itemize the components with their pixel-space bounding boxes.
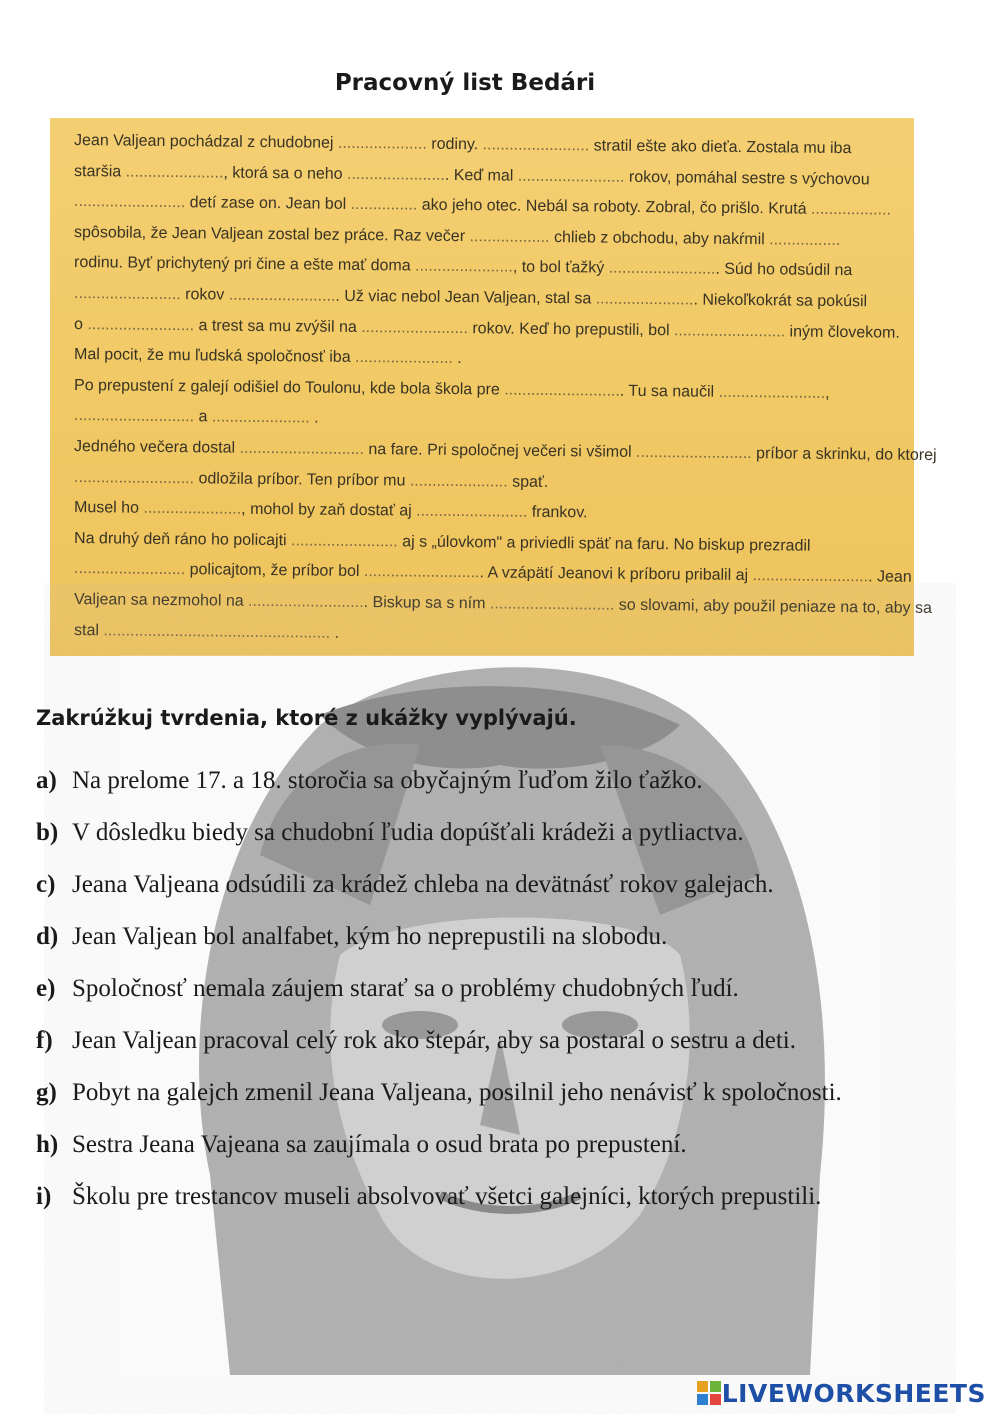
statement-letter: d) — [36, 923, 59, 950]
statement-text: Spoločnosť nemala záujem starať sa o problémy chudobných ľudí. — [72, 975, 739, 1002]
blank-field: ........................ — [608, 259, 716, 279]
passage-text: . Už viac nebol Jean Valjean, stal sa — [335, 287, 596, 308]
passage-text: rodinu. Byť prichytený pri čine a ešte mať doma — [73, 254, 416, 275]
passage-text: Jedného večera dostal — [73, 437, 240, 457]
blank-field: .......................... — [504, 381, 620, 400]
statement-item[interactable] — [36, 963, 966, 1015]
blank-field: ........................ — [718, 383, 826, 402]
passage-text: frankov. — [527, 503, 588, 522]
passage-text: detí zase on. Jean bol — [185, 194, 351, 214]
liveworksheets-logo-icon — [696, 1380, 722, 1406]
blank-field: ...................... — [354, 349, 453, 368]
statement-item[interactable] — [36, 1067, 966, 1119]
passage-text: , mohol by zaň dostať aj — [241, 500, 417, 520]
passage-text: , ktorá sa o neho — [223, 164, 348, 183]
passage-text: . Keď mal — [444, 166, 518, 185]
passage-text: , to bol ťažký — [512, 258, 609, 277]
blank-field: ........................ — [73, 284, 181, 304]
blank-field: ........................ — [482, 136, 590, 155]
passage-text: na fare. Pri spoločnej večeri si všimol — [363, 440, 637, 461]
passage-text: rokov — [180, 286, 229, 304]
statement-text: Sestra Jeana Vajeana sa zaujímala o osud brata po prepustení. — [72, 1131, 687, 1158]
passage-text: Mal pocit, že mu ľudská spoločnosť iba — [73, 346, 356, 367]
statement-item[interactable] — [36, 911, 966, 963]
blank-field: .......................... — [752, 567, 869, 586]
passage-text: a — [194, 408, 212, 426]
statement-letter: i) — [36, 1183, 52, 1210]
statement-letter: b) — [36, 819, 59, 846]
blank-field: ................................................... — [103, 621, 331, 642]
page-title: Pracovný list Bedári — [334, 70, 596, 96]
passage-text: Musel ho — [73, 499, 144, 517]
blank-field: ........................ — [517, 167, 625, 186]
passage-text: staršia — [73, 162, 126, 181]
blank-field: ........................... — [73, 407, 195, 426]
blank-field: .......................... — [363, 563, 480, 582]
passage-text: iným človekom. — [785, 323, 900, 342]
passage-text: odložila príbor. Ten príbor mu — [194, 469, 411, 490]
blank-field: ...................... — [595, 290, 694, 309]
brand-logo — [696, 1378, 986, 1408]
blank-field: .......................... — [635, 443, 752, 463]
passage-text: . — [330, 624, 340, 642]
blank-field: ........................... — [73, 468, 195, 487]
blank-field: ........................ — [291, 531, 398, 551]
blank-field: ............................ — [489, 595, 615, 614]
blank-field: ...................... — [415, 257, 513, 276]
statement-text: Pobyt na galejch zmenil Jeana Valjeana, posilnil jeho nenávisť k spoločnosti. — [72, 1079, 842, 1106]
statement-letter: h) — [36, 1131, 59, 1158]
statement-letter: c) — [36, 871, 56, 898]
passage-text: policajtom, že príbor bol — [185, 561, 365, 581]
passage-text: . — [309, 409, 319, 427]
passage-text: . — [452, 350, 462, 368]
statement-item[interactable] — [36, 755, 966, 807]
statement-text: Jeana Valjeana odsúdili za krádež chleba na devätnásť rokov galejach. — [72, 871, 774, 898]
blank-field: .................... — [337, 134, 427, 153]
statement-letter: a) — [36, 767, 57, 794]
passage-text: stal — [73, 621, 104, 639]
blank-field: ...................... — [125, 163, 224, 182]
blank-field: ......................... — [416, 502, 528, 521]
passage-text: so slovami, aby použil peniaze na to, aby sa — [614, 596, 932, 617]
passage-text: Na druhý deň ráno ho policajti — [73, 529, 292, 549]
blank-field: .................. — [469, 227, 550, 246]
passage-text: rokov. Keď ho prepustili, bol — [467, 319, 675, 339]
passage-text: . A vzápätí Jeanovi k príboru pribalil aj — [479, 564, 753, 585]
blank-field: ...................... — [409, 472, 508, 491]
passage-text: rodiny. — [426, 135, 483, 154]
passage-text: Jean Valjean pochádzal z chudobnej — [73, 132, 339, 152]
passage-text: o — [73, 315, 88, 333]
blank-field: ......................... — [673, 321, 786, 341]
blank-field: .......................... — [248, 592, 364, 611]
passage-text: stratil ešte ako dieťa. Zostala mu iba — [589, 137, 852, 158]
passage-text: rokov, pomáhal sestre s výchovou — [624, 168, 870, 188]
passage-text: . Jean — [868, 568, 912, 587]
blank-field: ............................ — [239, 439, 365, 458]
statement-letter: e) — [36, 975, 56, 1002]
blank-field: ...................... — [211, 408, 310, 427]
statement-item[interactable] — [36, 1119, 966, 1171]
fill-in-passage-photo — [50, 118, 937, 656]
passage-text: . Biskup sa s ním — [363, 593, 491, 613]
statement-text: Jean Valjean pracoval celý rok ako štepár, aby sa postaral o sestru a deti. — [72, 1027, 796, 1054]
blank-field: ......................... — [73, 193, 186, 212]
statement-text: Školu pre trestancov museli absolvovať všetci galejníci, ktorých prepustili. — [72, 1183, 822, 1210]
passage-text: chlieb z obchodu, aby nakŕmil — [549, 228, 770, 249]
passage-text: spôsobila, že Jean Valjean zostal bez práce. Raz večer — [73, 223, 470, 245]
blank-field: ................ — [769, 231, 841, 249]
brand-name: LIVEWORKSHEETS — [721, 1378, 986, 1408]
statement-item[interactable] — [36, 1015, 966, 1067]
passage-text: aj s „úlovkom" a priviedli späť na faru. No biskup prezradil — [397, 533, 811, 555]
passage-text: . Tu sa naučil — [619, 382, 719, 401]
blank-field: ......................... — [73, 560, 186, 579]
blank-field: ........................ — [87, 315, 195, 334]
statements-list — [36, 755, 966, 1223]
passage-text: . Súd ho odsúdil na — [715, 261, 853, 280]
passage-text: Po prepustení z galejí odišiel do Toulonu, kde bola škola pre — [73, 376, 505, 399]
blank-field: ........................ — [228, 286, 336, 305]
blank-field: .................. — [810, 200, 892, 219]
blank-field: ............... — [350, 196, 418, 214]
statement-item[interactable] — [36, 859, 966, 911]
statement-letter: f) — [36, 1027, 53, 1054]
passage-text: a trest sa mu zvýšil na — [194, 316, 362, 336]
statement-item[interactable] — [36, 1171, 966, 1223]
statement-text: Jean Valjean bol analfabet, kým ho neprepustili na slobodu. — [72, 923, 668, 950]
passage-text: ako jeho otec. Nebál sa roboty. Zobral, čo prišlo. Krutá — [417, 196, 812, 218]
statement-letter: g) — [36, 1079, 57, 1106]
statement-item[interactable] — [36, 807, 966, 859]
statement-text: V dôsledku biedy sa chudobní ľudia dopúšťali krádeži a pytliactva. — [72, 819, 744, 846]
statement-text: Na prelome 17. a 18. storočia sa obyčajným ľuďom žilo ťažko. — [72, 767, 703, 794]
blank-field: ...................... — [143, 499, 242, 518]
passage-text: spať. — [507, 473, 549, 491]
task-heading: Zakrúžkuj tvrdenia, ktoré z ukážky vyplývajú. — [36, 706, 577, 730]
passage-text: . Niekoľkokrát sa pokúsil — [693, 291, 868, 311]
passage-text: Valjean sa nezmohol na — [73, 590, 249, 610]
passage-text: príbor a skrinku, do ktorej — [751, 445, 937, 464]
blank-field: ........................ — [361, 318, 469, 337]
blank-field: ...................... — [346, 165, 445, 184]
passage-text: , — [825, 384, 830, 402]
